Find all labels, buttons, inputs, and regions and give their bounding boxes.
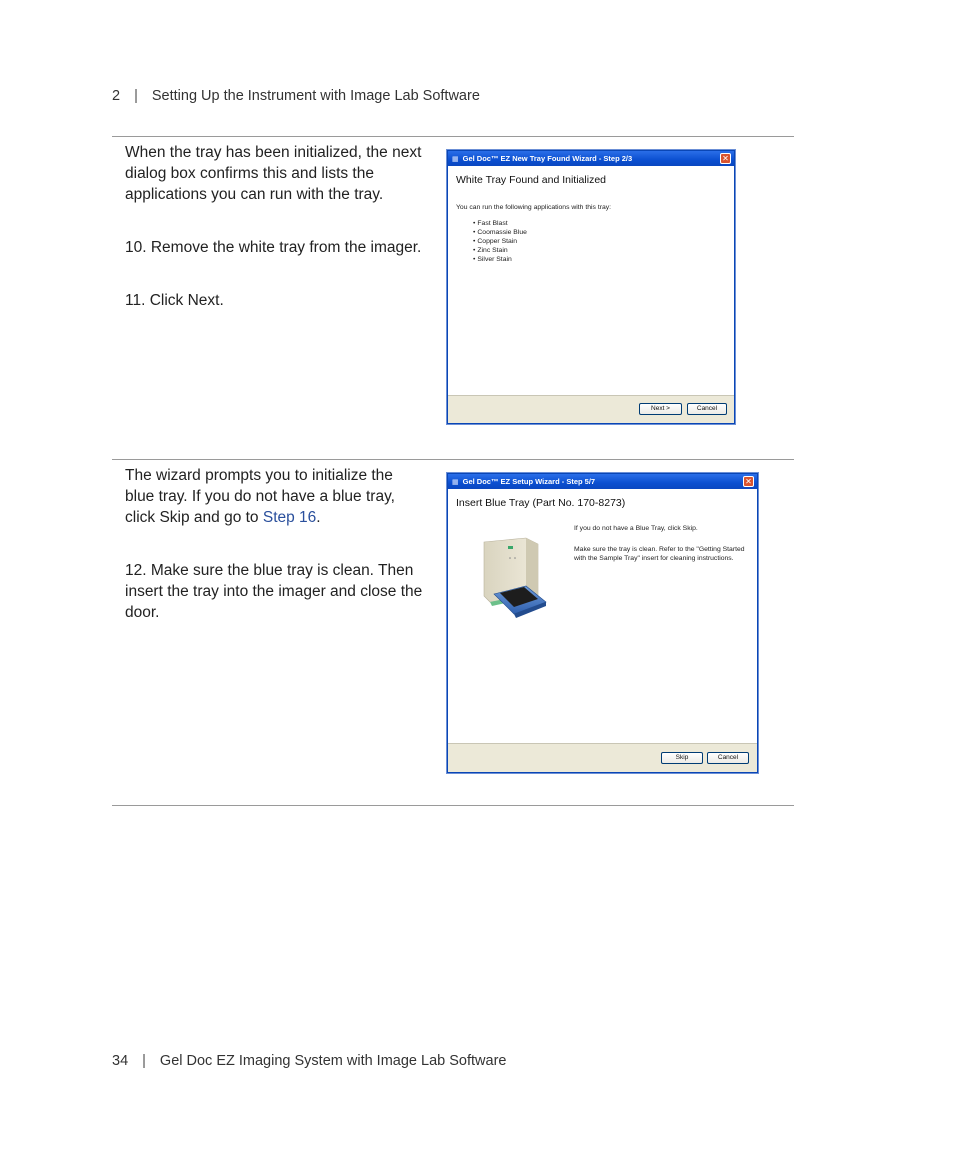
dialog-title: Gel Doc™ EZ Setup Wizard - Step 5/7 — [462, 477, 596, 486]
section-divider — [112, 459, 794, 460]
footer-title: Gel Doc EZ Imaging System with Image Lab Software — [159, 1053, 507, 1069]
dialog-heading: White Tray Found and Initialized — [456, 174, 606, 186]
list-item: • Zinc Stain — [473, 246, 527, 255]
step-10: 10. Remove the white tray from the imager. — [125, 239, 422, 256]
list-item: • Silver Stain — [473, 255, 527, 264]
dialog-heading: Insert Blue Tray (Part No. 170-8273) — [456, 497, 626, 509]
list-item: • Coomassie Blue — [473, 228, 527, 237]
next-button[interactable]: Next > — [639, 403, 682, 415]
cancel-button[interactable]: Cancel — [687, 403, 727, 415]
skip-instruction: If you do not have a Blue Tray, click Skip. — [574, 525, 698, 532]
step-16-link[interactable]: Step 16 — [262, 509, 317, 526]
close-icon[interactable]: ✕ — [743, 476, 754, 487]
header-separator: | — [134, 88, 138, 104]
close-icon[interactable]: ✕ — [720, 153, 731, 164]
section-divider — [112, 805, 794, 806]
section-divider — [112, 136, 794, 137]
dialog-title: Gel Doc™ EZ New Tray Found Wizard - Step 2/3 — [462, 154, 633, 163]
running-footer — [112, 1053, 506, 1069]
setup-wizard-dialog — [447, 473, 758, 773]
list-item: • Fast Blast — [473, 219, 527, 228]
section2-text-run: The wizard prompts you to initialize the blue tray. If you do not have a blue tray, click Skip and go to — [125, 467, 395, 526]
section2-text-run: . — [316, 509, 321, 526]
step-12: 12. Make sure the blue tray is clean. Then insert the tray into the imager and close the door. — [125, 562, 423, 621]
running-header — [112, 88, 480, 104]
imager-illustration — [480, 536, 550, 626]
cleaning-instruction: Make sure the tray is clean. Refer to the "Getting Started with the Sample Tray" insert for cleaning instructions. — [574, 546, 745, 562]
new-tray-found-dialog — [447, 150, 735, 424]
header-title: Setting Up the Instrument with Image Lab Software — [151, 88, 480, 104]
dialog-titlebar — [448, 474, 757, 489]
application-list — [473, 219, 527, 264]
section2-text — [125, 465, 425, 623]
step-11: 11. Click Next. — [125, 292, 224, 309]
section1-text — [125, 142, 425, 311]
cancel-button[interactable]: Cancel — [707, 752, 749, 764]
header-page-number: 2 — [112, 88, 121, 104]
dialog-titlebar — [448, 151, 734, 166]
footer-page-number: 34 — [112, 1053, 129, 1069]
section1-paragraph: When the tray has been initialized, the next dialog box confirms this and lists the applications you can run with the tray. — [125, 144, 422, 203]
dialog-button-bar — [448, 395, 734, 423]
dialog-message — [574, 524, 749, 563]
section2-paragraph — [125, 465, 425, 528]
skip-button[interactable]: Skip — [661, 752, 703, 764]
list-item: • Copper Stain — [473, 237, 527, 246]
footer-separator: | — [142, 1053, 146, 1069]
dialog-button-bar — [448, 743, 757, 772]
dialog-intro: You can run the following applications with this tray: — [456, 204, 612, 211]
app-icon: ▦ — [452, 155, 459, 163]
app-icon: ▦ — [452, 478, 459, 486]
